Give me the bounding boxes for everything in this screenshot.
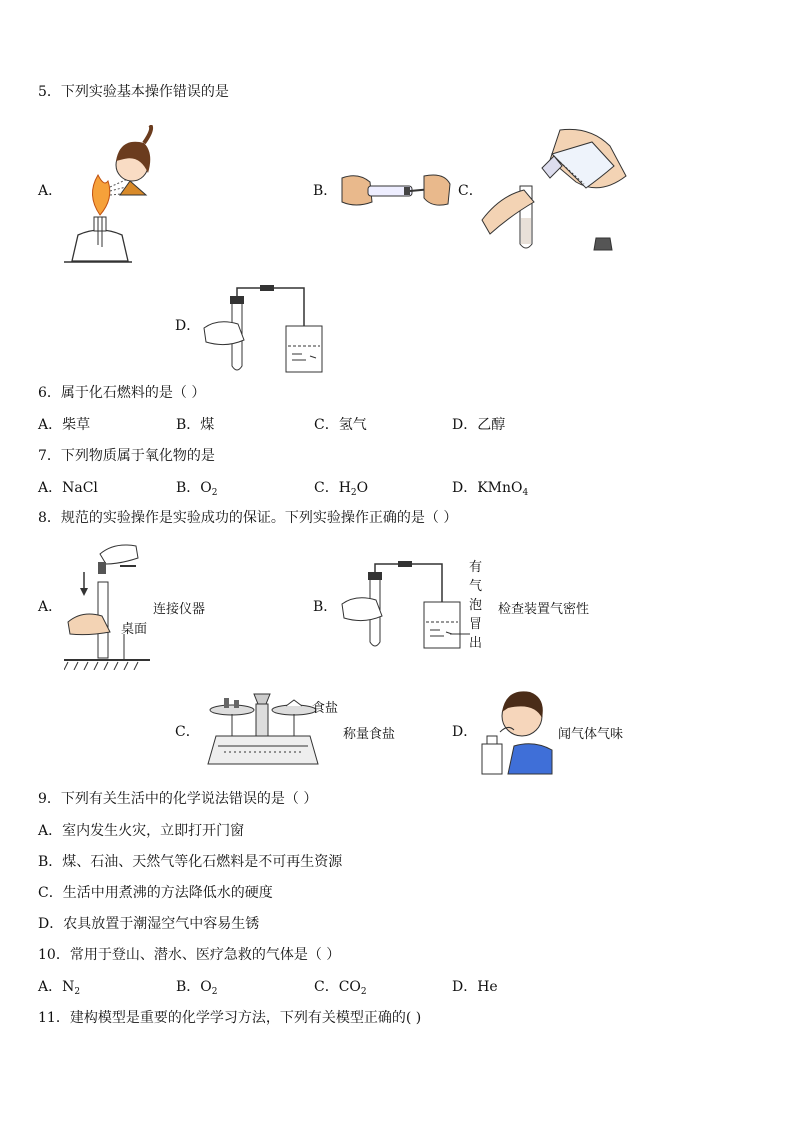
bubble-char: 出 bbox=[469, 636, 483, 651]
q8-figure-d-smelling-gas bbox=[478, 684, 556, 776]
q6-option-c[interactable]: C．氢气 bbox=[314, 417, 367, 433]
q11-stem: 11．建构模型是重要的化学学习方法，下列有关模型正确的( ) bbox=[38, 1010, 422, 1026]
q8-c-caption: 称量食盐 bbox=[343, 727, 396, 742]
q6-option-b[interactable]: B．煤 bbox=[176, 417, 215, 433]
q5-option-a-label[interactable]: A． bbox=[38, 183, 63, 199]
q8-figure-c-balance-scale bbox=[204, 688, 322, 768]
q5-figure-a-blowing-alcohol-lamp bbox=[60, 125, 155, 265]
q9-option-a[interactable]: A．室内发生火灾，立即打开门窗 bbox=[38, 823, 245, 839]
q9-option-b[interactable]: B．煤、石油、天然气等化石燃料是不可再生资源 bbox=[38, 854, 343, 870]
q6-option-a[interactable]: A．柴草 bbox=[38, 417, 91, 433]
q7-stem: 7．下列物质属于氧化物的是 bbox=[38, 448, 215, 464]
q10-option-c[interactable]: C．$CO_2$ bbox=[314, 979, 367, 997]
q8-option-c-label[interactable]: C． bbox=[175, 724, 200, 740]
q5-stem: 5．下列实验基本操作错误的是 bbox=[38, 84, 229, 100]
bubble-char: 气 bbox=[469, 579, 483, 594]
q8-d-caption: 闻气体气味 bbox=[558, 727, 624, 742]
q7-option-b[interactable]: B．$O_2$ bbox=[176, 480, 218, 498]
q8-figure-a-connecting-apparatus bbox=[64, 542, 154, 670]
q5-option-b-label[interactable]: B． bbox=[313, 183, 338, 199]
q8-c-salt-label: 食盐 bbox=[312, 701, 339, 716]
q6-stem: 6．属于化石燃料的是（ ） bbox=[38, 385, 206, 401]
q8-stem: 8．规范的实验操作是实验成功的保证。下列实验操作正确的是（ ） bbox=[38, 510, 458, 526]
q7-option-a[interactable]: A．NaCl bbox=[38, 480, 98, 496]
q10-option-d[interactable]: D．He bbox=[452, 979, 498, 995]
q8-option-a-label[interactable]: A． bbox=[38, 599, 63, 615]
bubble-char: 冒 bbox=[469, 617, 483, 632]
q8-a-desk-label: 桌面 bbox=[121, 622, 148, 637]
q8-a-caption: 连接仪器 bbox=[153, 602, 206, 617]
q10-option-b[interactable]: B．$O_2$ bbox=[176, 979, 218, 997]
q7-option-c[interactable]: C．$H_2O$ bbox=[314, 480, 369, 498]
q9-option-c[interactable]: C．生活中用煮沸的方法降低水的硬度 bbox=[38, 885, 273, 901]
q8-b-caption: 检查装置气密性 bbox=[498, 602, 590, 617]
q6-option-d[interactable]: D．乙醇 bbox=[452, 417, 506, 433]
q5-figure-c-pouring-liquid bbox=[480, 126, 630, 252]
q5-option-d-label[interactable]: D． bbox=[175, 318, 201, 334]
q8-figure-b-airtightness-check bbox=[336, 560, 471, 650]
q10-stem: 10．常用于登山、潜水、医疗急救的气体是（ ） bbox=[38, 947, 341, 963]
q8-option-d-label[interactable]: D． bbox=[452, 724, 478, 740]
q8-option-b-label[interactable]: B． bbox=[313, 599, 338, 615]
q5-figure-b-inserting-tube bbox=[340, 168, 452, 216]
q10-option-a[interactable]: A．$N_2$ bbox=[38, 979, 81, 997]
q9-option-d[interactable]: D．农具放置于潮湿空气中容易生锈 bbox=[38, 916, 260, 932]
q5-figure-d-airtightness-check bbox=[198, 284, 333, 374]
q8-b-bubble-note bbox=[469, 558, 485, 653]
q7-option-d[interactable]: D．KMnO$_4$ bbox=[452, 480, 529, 498]
bubble-char: 泡 bbox=[469, 598, 483, 613]
q9-stem: 9．下列有关生活中的化学说法错误的是（ ） bbox=[38, 791, 318, 807]
bubble-char: 有 bbox=[469, 560, 483, 575]
q5-option-c-label[interactable]: C． bbox=[458, 183, 483, 199]
